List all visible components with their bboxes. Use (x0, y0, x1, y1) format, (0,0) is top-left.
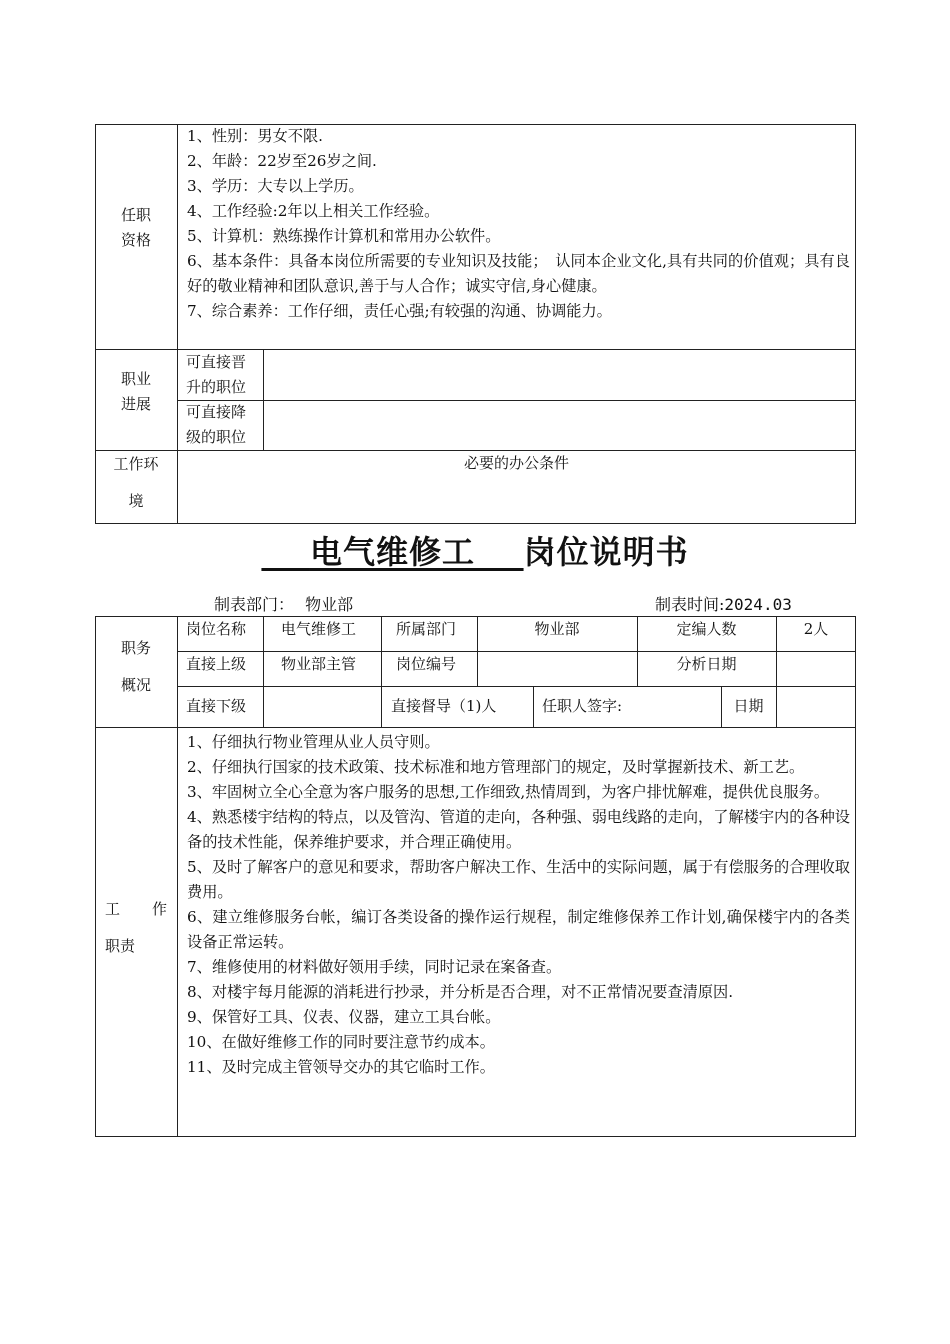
position-name-value: 电气维修工 (281, 620, 357, 638)
duties-list (177, 730, 856, 1080)
duty-item: 6、建立维修服务台帐，编订各类设备的操作运行规程，制定维修保养工作计划,确保楼宇内的各类设备正常运转。 (187, 908, 850, 951)
date-cell-label: 日期 (733, 697, 764, 715)
subordinate-label: 直接下级 (186, 697, 247, 715)
headcount-label: 定编人数 (676, 620, 737, 638)
duty-item: 5、及时了解客户的意见和要求，帮助客户解决工作、生活中的实际问题，属于有偿服务的合理收取费用。 (187, 858, 850, 901)
environment-label (95, 452, 177, 514)
department-value: 物业部 (534, 620, 580, 638)
duties-label (95, 897, 177, 959)
qualification-item: 6、基本条件：具备本岗位所需要的专业知识及技能； 认同本企业文化,具有共同的价值观；具有良好的敬业精神和团队意识,善于与人合作；诚实守信,身心健康。 (187, 252, 850, 295)
duty-item: 10、在做好维修工作的同时要注意节约成本。 (187, 1033, 495, 1051)
prepared-department (214, 592, 353, 615)
supervisor-value: 物业部主管 (281, 655, 357, 673)
dept-value: 物业部 (305, 595, 354, 614)
overview-label (95, 636, 177, 698)
date-label: 制表时间: (655, 595, 725, 614)
career-label-line1: 职业 (120, 370, 151, 388)
duty-item: 4、熟悉楼宇结构的特点，以及管沟、管道的走向，各种强、弱电线路的走向，了解楼宇内的各种设备的技术性能，保养维护要求，并合理正确使用。 (187, 808, 850, 851)
duty-item: 1、仔细执行物业管理从业人员守则。 (187, 733, 440, 751)
qualifications-label (95, 203, 177, 253)
duty-item: 11、及时完成主管领导交办的其它临时工作。 (187, 1058, 495, 1076)
supervisor-label: 直接上级 (186, 655, 247, 673)
analysis-date-label: 分析日期 (676, 655, 737, 673)
title-position-name: 电气维修工 (309, 533, 475, 571)
direct-supervise-label: 直接督导（1)人 (391, 697, 497, 715)
date-value: 2024.03 (724, 595, 792, 614)
duty-item: 2、仔细执行国家的技术政策、技术标准和地方管理部门的规定，及时掌握新技术、新工艺。 (187, 758, 805, 776)
demote-label: 可直接降级的职位 (186, 403, 247, 446)
duty-item: 9、保管好工具、仪表、仪器，建立工具台帐。 (187, 1008, 501, 1026)
qualification-item: 5、计算机：熟练操作计算机和常用办公软件。 (187, 227, 501, 245)
headcount-value: 2人 (803, 620, 829, 638)
qualification-item: 7、综合素养：工作仔细，责任心强;有较强的沟通、协调能力。 (187, 302, 612, 320)
department-label: 所属部门 (396, 620, 457, 638)
page-title (0, 527, 950, 573)
career-label (95, 367, 177, 417)
environment-label-line1: 工作环 (113, 455, 159, 473)
qualification-item: 1、性别：男女不限. (187, 127, 323, 145)
career-label-line2: 进展 (120, 395, 151, 413)
position-code-label: 岗位编号 (396, 655, 457, 673)
qualification-item: 4、工作经验:2年以上相关工作经验。 (187, 202, 440, 220)
duty-item: 8、对楼宇每月能源的消耗进行抄录，并分析是否合理，对不正常情况要查清原因. (187, 983, 734, 1001)
duties-label-line1: 工 作 (105, 900, 167, 918)
promote-label: 可直接晋升的职位 (186, 353, 247, 396)
qualification-item: 2、年龄：22岁至26岁之间. (187, 152, 377, 170)
qualifications-label-line2: 资格 (120, 231, 151, 249)
environment-value: 必要的办公条件 (463, 454, 569, 472)
qualification-item: 3、学历：大专以上学历。 (187, 177, 364, 195)
dept-label: 制表部门： (214, 595, 295, 614)
environment-label-line2: 境 (128, 492, 144, 510)
qualifications-label-line1: 任职 (120, 206, 151, 224)
duty-item: 3、牢固树立全心全意为客户服务的思想,工作细致,热情周到，为客户排忧解难，提供优良服务。 (187, 783, 830, 801)
duty-item: 7、维修使用的材料做好领用手续，同时记录在案备查。 (187, 958, 562, 976)
position-name-label: 岗位名称 (186, 620, 247, 638)
overview-label-line2: 概况 (120, 676, 151, 694)
signature-label: 任职人签字: (542, 697, 623, 715)
overview-label-line1: 职务 (120, 639, 151, 657)
title-suffix: 岗位说明书 (523, 533, 689, 571)
prepared-date (655, 592, 792, 615)
qualifications-list (177, 124, 856, 324)
duties-label-line2: 职责 (105, 937, 136, 955)
